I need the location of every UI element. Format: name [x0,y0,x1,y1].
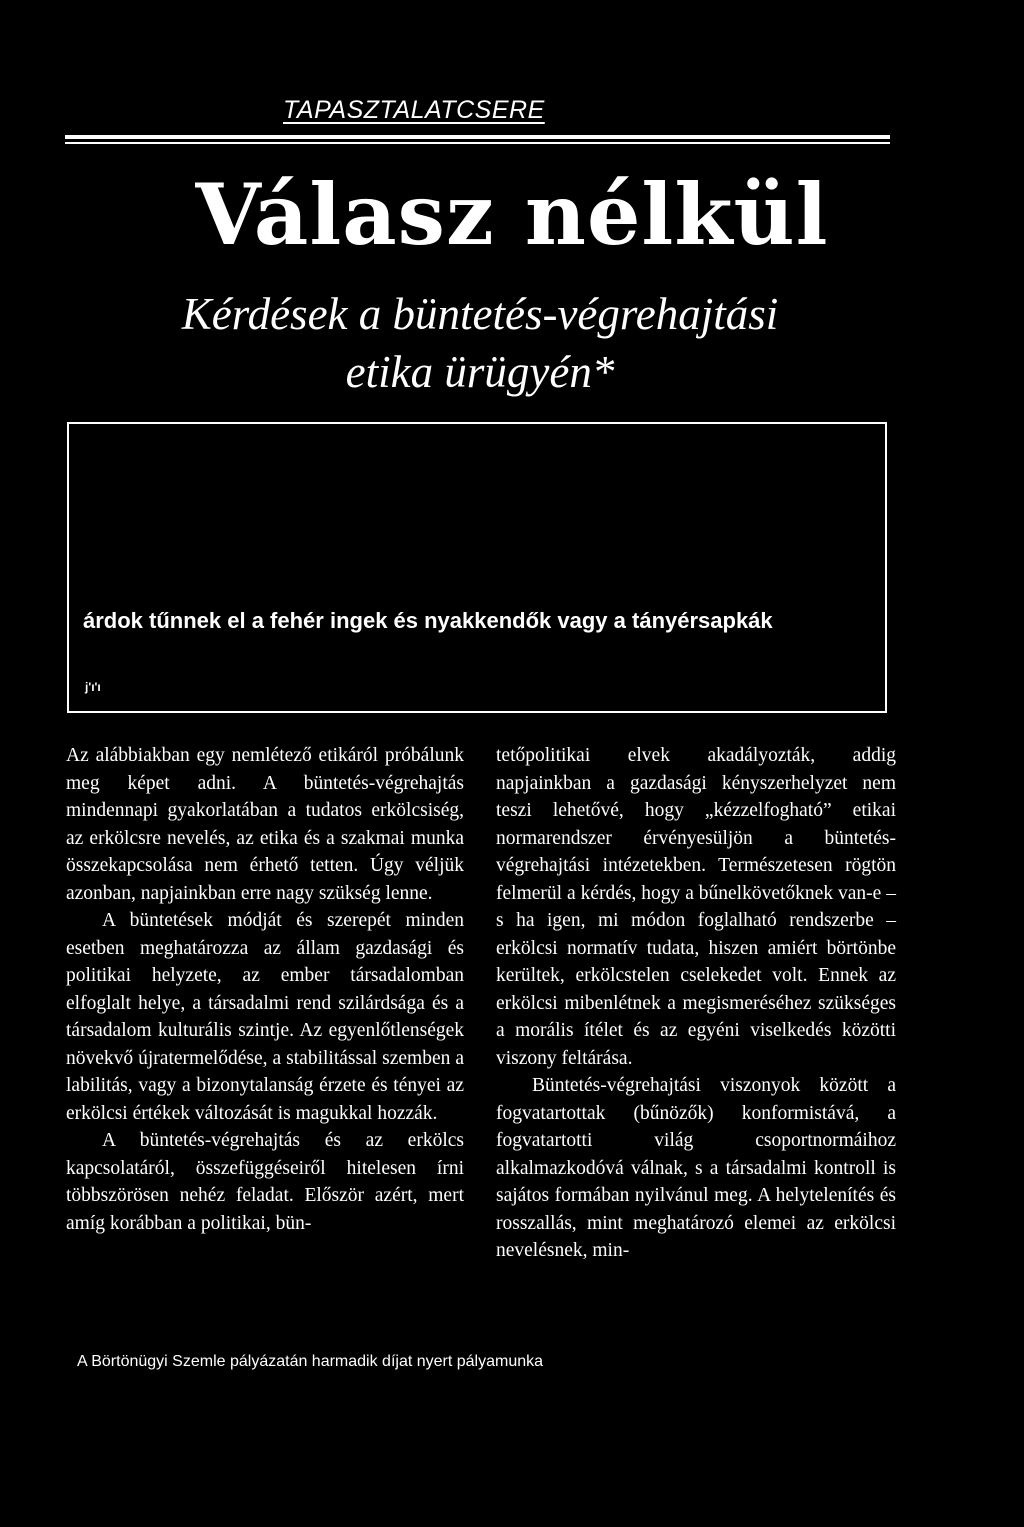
left-column [66,742,464,1237]
image-caption: árdok tűnnek el a fehér ingek és nyakkendők vagy a tányérsapkák [83,608,773,633]
paragraph: tetőpolitikai elvek akadályozták, addig napjainkban a gazdasági kényszerhelyzet nem teszi lehetővé, hogy „kézzelfogható” etikai normarendszer érvényesüljön a büntetés-végrehajtási intézetekben. Természetesen rögtön felmerül a kérdés, hogy a bűnelkövetőknek van-e – s ha igen, mi módon foglalható rendszerbe – erkölcsi normatív tudata, hiszen amiért börtönbe kerültek, erkölcstelen cselekedet volt. Ennek az erkölcsi mibenlétnek a megismeréséhez szükséges a morális ítélet és az egyéni viselkedés közötti viszony feltárása. [496,745,896,1069]
image-frame [67,422,887,713]
paragraph: A büntetések módját és szerepét minden esetben meghatározza az állam gazdasági és politikai helyzete, az ember társadalomban elfoglalt helye, a társadalmi rend szilárdsága és a társadalom kulturális szintje. Az egyenlőtlenségek növekvő újratermelődése, a stabilitással szemben a labilitás, vagy a bizonytalanság érzete és tényei az erkölcsi értékek változását is magukkal hozzák. [66,910,464,1124]
paragraph: Az alábbiakban egy nemlétező etikáról próbálunk meg képet adni. A büntetés-végrehajtás mindennapi gyakorlatában a tudatos erkölcsiség, az erkölcsre nevelés, az etika és a szakmai munka összekapcsolása nem érhető tetten. Úgy véljük azonban, napjainkban erre nagy szükség lenne. [66,745,464,904]
header-rule-thick [65,135,890,139]
article-subtitle [0,285,960,401]
right-column [496,742,896,1265]
footnote: A Börtönügyi Szemle pályázatán harmadik díjat nyert pályamunka [77,1353,544,1370]
paragraph: A büntetés-végrehajtás és az erkölcs kapcsolatáról, összefüggéseiről hitelesen írni többszörösen nehéz feladat. Először azért, mert amíg korábban a politikai, bün- [66,1130,464,1234]
subtitle-line-2: etika ürügyén* [345,347,615,397]
section-label: TAPASZTALATCSERE [283,96,545,124]
paragraph: Büntetés-végrehajtási viszonyok között a fogvatartottak (bűnözők) konformistává, a fogvatartotti világ csoportnormáihoz alkalmazkodóvá válnak, s a társadalmi kontroll is sajátos formában nyilvánul meg. A helytelenítés és rosszallás, mint meghatározó elemei az erkölcsi nevelésnek, min- [496,1075,896,1261]
image-mark: j'ı'ı [85,680,101,694]
article-headline: Válasz nélkül [195,165,829,264]
subtitle-line-1: Kérdések a büntetés-végrehajtási [181,289,779,339]
header-rule-thin [65,142,890,144]
